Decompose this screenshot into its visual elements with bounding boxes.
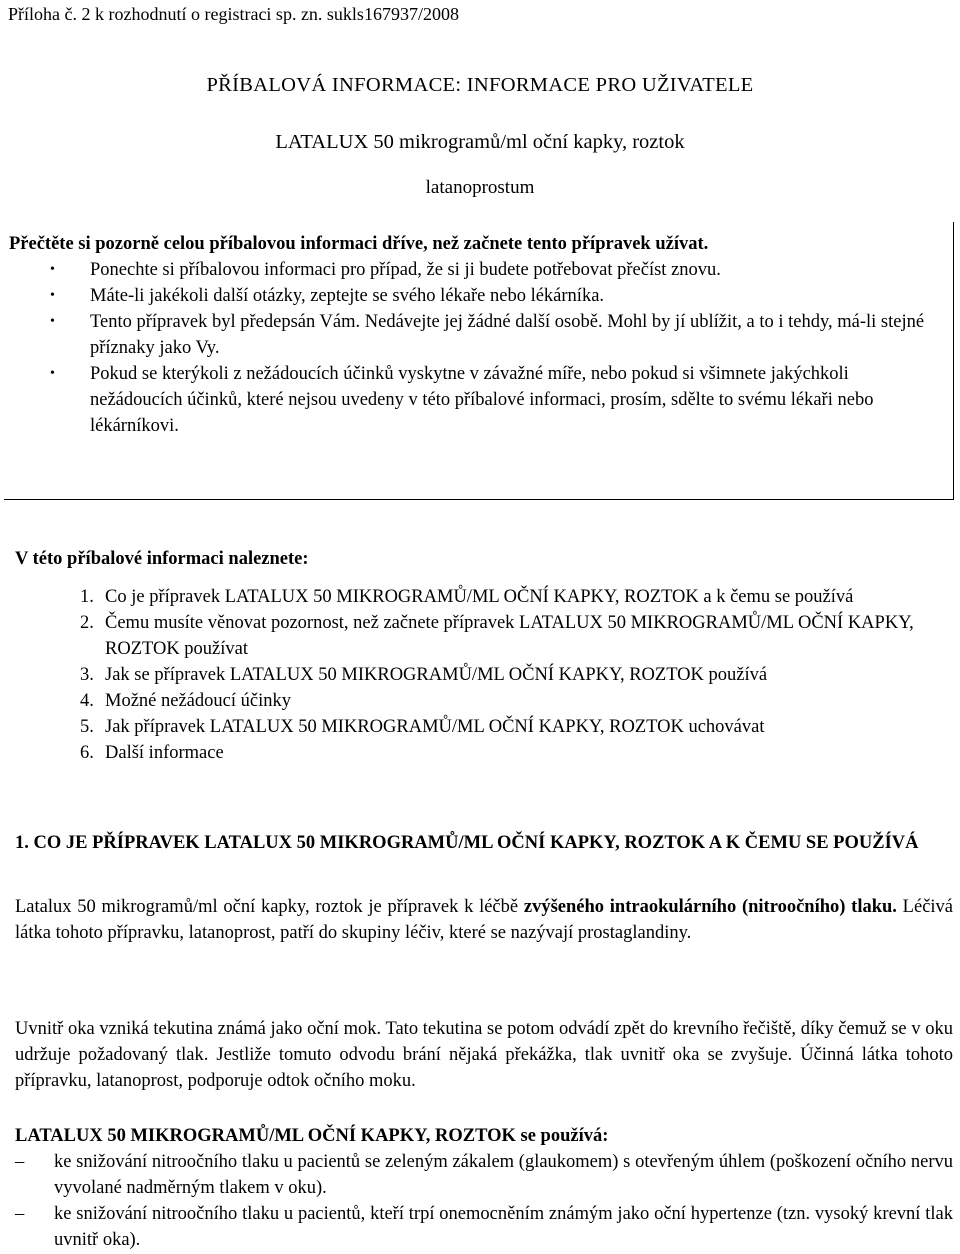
contents-item xyxy=(75,688,945,714)
section-1-heading: 1. CO JE PŘÍPRAVEK LATALUX 50 MIKROGRAMŮ/ML OČNÍ KAPKY, ROZTOK A K ČEMU SE POUŽÍVÁ xyxy=(15,833,919,853)
contents-item-number: 3. xyxy=(80,665,94,685)
contents-item-number: 6. xyxy=(80,743,94,763)
warning-item: • Pokud se kterýkoli z nežádoucích účinků vyskytne v závažné míře, nebo pokud si všimnete jakýchkoli nežádoucích účinků, které nejsou uvedeny v této příbalové informaci, prosím, sdělte to svému lékaři nebo lékárníkovi. xyxy=(50,361,930,439)
paragraph-text: Latalux 50 mikrogramů/ml oční kapky, roztok je přípravek k léčbě xyxy=(15,897,524,917)
warning-item: • Ponechte si příbalovou informaci pro případ, že si ji budete potřebovat přečíst znovu. xyxy=(50,257,930,283)
contents-heading: V této příbalové informaci naleznete: xyxy=(15,549,309,569)
paragraph-bold-text: zvýšeného intraokulárního (nitroočního) tlaku. xyxy=(523,897,897,917)
contents-item-text: Jak se přípravek LATALUX 50 MIKROGRAMŮ/ML OČNÍ KAPKY, ROZTOK používá xyxy=(105,665,768,685)
contents-item-text: Další informace xyxy=(105,743,224,763)
leaflet-title: PŘÍBALOVÁ INFORMACE: INFORMACE PRO UŽIVATELE xyxy=(206,74,754,96)
contents-item xyxy=(75,610,945,662)
contents-item-number: 5. xyxy=(80,717,94,737)
warning-item: • Tento přípravek byl předepsán Vám. Nedávejte jej žádné další osobě. Mohl by jí ublížit, a to i tehdy, má-li stejné příznaky jako Vy. xyxy=(50,309,930,361)
contents-item xyxy=(75,714,945,740)
contents-item-text: Co je přípravek LATALUX 50 MIKROGRAMŮ/ML OČNÍ KAPKY, ROZTOK a k čemu se používá xyxy=(105,587,854,607)
contents-item xyxy=(75,584,945,610)
contents-item-number: 2. xyxy=(80,613,94,633)
usage-list xyxy=(15,1149,953,1253)
warning-list xyxy=(50,257,930,439)
usage-item: – ke snižování nitroočního tlaku u pacientů se zeleným zákalem (glaukomem) s otevřeným úhlem (poškození očního nervu vyvolané nadměrným tlakem v oku). xyxy=(15,1149,953,1201)
paragraph-text: Léčivá látka tohoto přípravku, latanoprost, patří do skupiny léčiv, které se nazývají prostaglandiny. xyxy=(15,897,954,943)
active-substance: latanoprostum xyxy=(425,177,535,198)
contents-item-text: Možné nežádoucí účinky xyxy=(105,691,291,711)
product-name: LATALUX 50 mikrogramů/ml oční kapky, roztok xyxy=(275,131,685,153)
contents-item-text: Čemu musíte věnovat pozornost, než začnete přípravek LATALUX 50 MIKROGRAMŮ/ML OČNÍ KAPKY, ROZTOK používat xyxy=(105,613,914,659)
contents-item xyxy=(75,662,945,688)
contents-item-number: 1. xyxy=(80,587,94,607)
usage-item: – ke snižování nitroočního tlaku u pacientů, kteří trpí onemocněním známým jako oční hypertenze (tzn. vysoký krevní tlak uvnitř oka). xyxy=(15,1201,953,1253)
contents-item-text: Jak přípravek LATALUX 50 MIKROGRAMŮ/ML OČNÍ KAPKY, ROZTOK uchovávat xyxy=(105,717,765,737)
warning-heading: Přečtěte si pozorně celou příbalovou informaci dříve, než začnete tento přípravek užívat. xyxy=(9,234,709,254)
section-1-paragraph-2: Uvnitř oka vzniká tekutina známá jako oční mok. Tato tekutina se potom odvádí zpět do krevního řečiště, díky čemuž se v oku udržuje požadovaný tlak. Jestliže tomuto odvodu brání nějaká překážka, tlak uvnitř oka se zvyšuje. Účinná látka tohoto přípravku, latanoprost, podporuje odtok očního moku. xyxy=(15,1019,953,1091)
annex-header: Příloha č. 2 k rozhodnutí o registraci sp. zn. sukls167937/2008 xyxy=(8,4,459,24)
warning-item: • Máte-li jakékoli další otázky, zeptejte se svého lékaře nebo lékárníka. xyxy=(50,283,930,309)
usage-heading: LATALUX 50 MIKROGRAMŮ/ML OČNÍ KAPKY, ROZTOK se používá: xyxy=(15,1126,609,1146)
contents-item xyxy=(75,740,945,766)
section-1-paragraph-1 xyxy=(15,894,953,946)
contents-list xyxy=(75,584,945,766)
contents-item-number: 4. xyxy=(80,691,94,711)
